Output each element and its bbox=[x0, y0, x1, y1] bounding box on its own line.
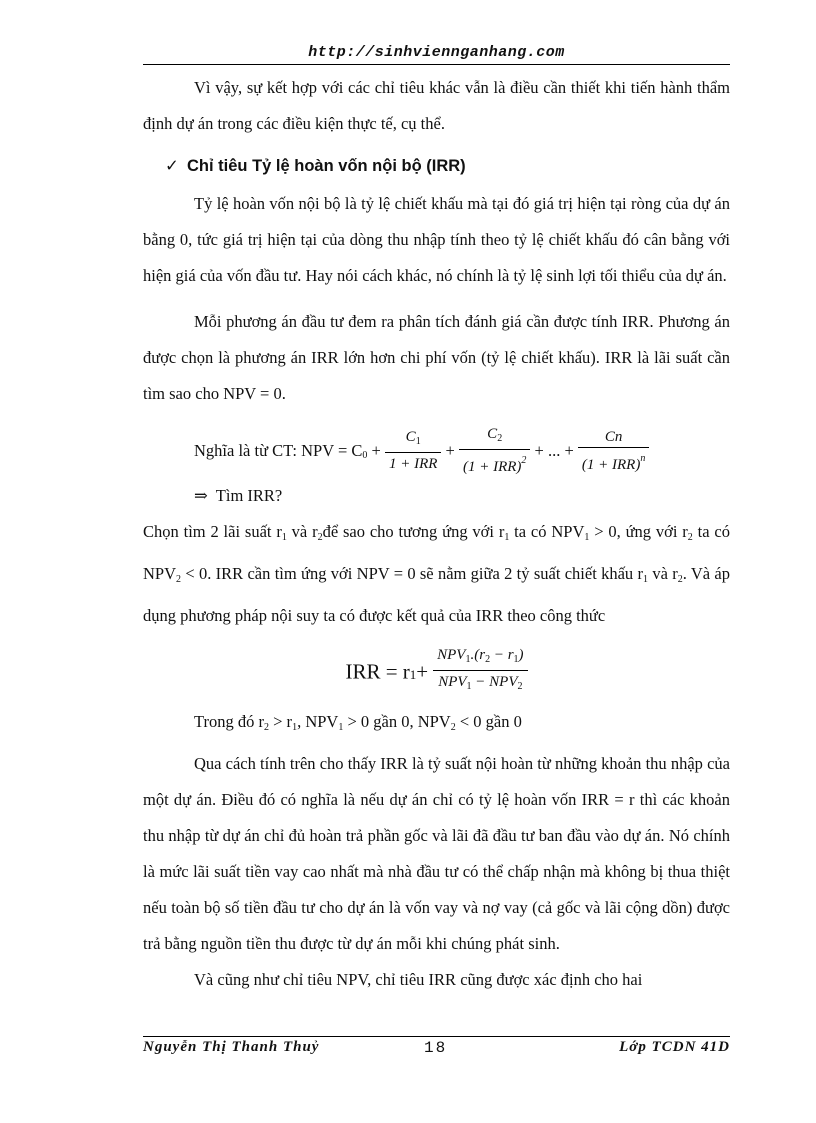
irr-lhs: IRR = r bbox=[345, 659, 410, 684]
p4-sub: 1 bbox=[643, 574, 648, 585]
p4-t: ta có NPV bbox=[143, 522, 730, 583]
plus-sign: + bbox=[445, 441, 455, 460]
c0-subscript: 0 bbox=[362, 449, 368, 461]
irr-num-close: ) bbox=[518, 646, 524, 663]
find-irr-text: Tìm IRR? bbox=[215, 486, 283, 505]
where-sub: 1 bbox=[338, 722, 344, 733]
where-e: < 0 gần 0 bbox=[455, 712, 522, 731]
p4-t: ta có NPV bbox=[509, 522, 585, 541]
footer-class: Lớp TCDN 41D bbox=[619, 1039, 730, 1055]
where-sub: 1 bbox=[292, 722, 298, 733]
irr-den-sub1: 1 bbox=[466, 680, 472, 692]
paragraph-6: Và cũng như chỉ tiêu NPV, chỉ tiêu IRR cũng được xác định cho hai bbox=[194, 970, 643, 989]
section-heading-text: Chỉ tiêu Tỷ lệ hoàn vốn nội bộ (IRR) bbox=[187, 157, 466, 175]
paragraph-3: Mỗi phương án đầu tư đem ra phân tích đánh giá cần được tính IRR. Phương án được chọn là phương án IRR lớn hơn chi phí vốn (tỷ lệ chiết khấu). IRR là lãi suất cần tìm sao cho NPV = 0. bbox=[143, 312, 730, 403]
p4-a: Chọn tìm 2 lãi suất r bbox=[143, 522, 282, 541]
p4-sub: 2 bbox=[687, 532, 693, 543]
fraction-term-1 bbox=[385, 427, 441, 475]
irr-num-rest: .(r bbox=[470, 646, 486, 663]
section-heading bbox=[143, 148, 730, 184]
term-n-numerator: Cn bbox=[578, 427, 649, 448]
irr-num: NPV bbox=[437, 646, 466, 663]
term-2-denominator-sup: 2 bbox=[521, 455, 527, 466]
p4-t: . Và áp dụng phương pháp nội suy ta có được kết quả của IRR theo công thức bbox=[143, 564, 730, 625]
header-rule bbox=[143, 64, 730, 65]
irr-den-sub2: 2 bbox=[517, 680, 523, 692]
page-body bbox=[143, 70, 730, 998]
where-b: > r bbox=[269, 712, 293, 731]
irr-plus: + bbox=[416, 659, 429, 684]
paragraph-5: Qua cách tính trên cho thấy IRR là tỷ suất nội hoàn từ những khoản thu nhập của một dự án. Điều đó có nghĩa là nếu dự án chỉ có tỷ lệ hoàn vốn IRR = r thì các khoản thu nhập từ dự án chỉ đủ hoàn trả phần gốc và lãi đã đầu tư ban đầu vào dự án. Nó chính là mức lãi suất tiền vay cao nhất mà nhà đầu tư có thể chấp nhận mà không bị thua thiệt nếu toàn bộ số tiền đầu tư cho dự án là vốn vay và nợ vay (cả gốc và lãi cộng dồn) được trả bằng nguồn tiền thu được từ dự án mỗi khi chúng phát sinh. bbox=[143, 754, 730, 953]
irr-num-minus: − r bbox=[490, 646, 514, 663]
where-d: > 0 gần 0, NPV bbox=[343, 712, 451, 731]
p4-sub: 2 bbox=[176, 574, 182, 585]
p4-sub: 1 bbox=[584, 532, 590, 543]
irr-num-sub: 1 bbox=[465, 653, 471, 665]
page-footer bbox=[143, 1039, 730, 1061]
footer-rule bbox=[143, 1036, 730, 1037]
p4-t: và r bbox=[648, 564, 678, 583]
irr-num-r2: 2 bbox=[485, 653, 491, 665]
p4-sub: 1 bbox=[281, 532, 287, 543]
where-c: , NPV bbox=[297, 712, 339, 731]
paragraph-2: Tỷ lệ hoàn vốn nội bộ là tỷ lệ chiết khấu mà tại đó giá trị hiện tại ròng của dự án bằng 0, tức giá trị hiện tại của dòng thu nhập tính theo tỷ lệ chiết khấu đó cân bằng với hiện giá của vốn đầu tư. Hay nói cách khác, nó chính là tỷ lệ sinh lợi tối thiểu của dự án. bbox=[143, 194, 730, 285]
npv-formula bbox=[143, 416, 730, 478]
irr-fraction bbox=[433, 645, 527, 698]
p4-t: và r bbox=[286, 522, 318, 541]
npv-formula-lead: Nghĩa là từ CT: NPV = C bbox=[194, 441, 363, 460]
irr-formula bbox=[143, 640, 730, 702]
where-sub: 2 bbox=[450, 722, 456, 733]
find-irr-line bbox=[143, 478, 730, 514]
irr-num-r1: 1 bbox=[513, 653, 519, 665]
p4-t: < 0. IRR cần tìm ứng với NPV = 0 sẽ nằm giữa 2 tỷ suất chiết khấu r bbox=[181, 564, 643, 583]
implies-arrow-icon: ⇒ bbox=[194, 486, 208, 505]
p4-sub: 2 bbox=[677, 574, 683, 585]
checkmark-icon: ✓ bbox=[165, 156, 179, 175]
irr-lhs-sub: 1 bbox=[409, 667, 417, 682]
term-2-denominator: (1 + IRR) bbox=[462, 459, 522, 475]
p4-sub: 2 bbox=[317, 532, 323, 543]
where-sub: 2 bbox=[264, 722, 269, 733]
p4-t: > 0, ứng với r bbox=[589, 522, 688, 541]
term-2-numerator-sub: 2 bbox=[497, 433, 503, 444]
fraction-term-n bbox=[578, 427, 649, 476]
p4-sub: 1 bbox=[504, 532, 510, 543]
paragraph-4 bbox=[143, 514, 730, 634]
irr-den: NPV bbox=[438, 673, 467, 690]
page-header-url: http://sinhviennganhang.com bbox=[308, 44, 565, 61]
paragraph-1: Vì vậy, sự kết hợp với các chỉ tiêu khác vẫn là điều cần thiết khi tiến hành thẩm định dự án trong các điều kiện thực tế, cụ thể. bbox=[143, 78, 730, 133]
term-1-denominator: 1 + IRR bbox=[388, 456, 438, 472]
where-a: Trong đó r bbox=[194, 712, 264, 731]
term-2-numerator: C bbox=[487, 426, 498, 442]
where-line bbox=[143, 704, 730, 746]
ellipsis-plus: + ... + bbox=[534, 441, 574, 460]
term-n-denominator: (1 + IRR) bbox=[581, 456, 641, 473]
term-1-numerator: C bbox=[405, 429, 416, 445]
irr-den-minus: − NPV bbox=[471, 673, 518, 690]
page-number: 18 bbox=[424, 1039, 448, 1057]
term-1-numerator-sub: 1 bbox=[415, 436, 421, 447]
footer-author: Nguyễn Thị Thanh Thuỷ bbox=[143, 1039, 320, 1055]
p4-t: để sao cho tương ứng với r bbox=[322, 522, 505, 541]
term-n-denominator-sup: n bbox=[640, 452, 646, 464]
fraction-term-2 bbox=[459, 424, 530, 478]
plus-sign: + bbox=[371, 441, 381, 460]
